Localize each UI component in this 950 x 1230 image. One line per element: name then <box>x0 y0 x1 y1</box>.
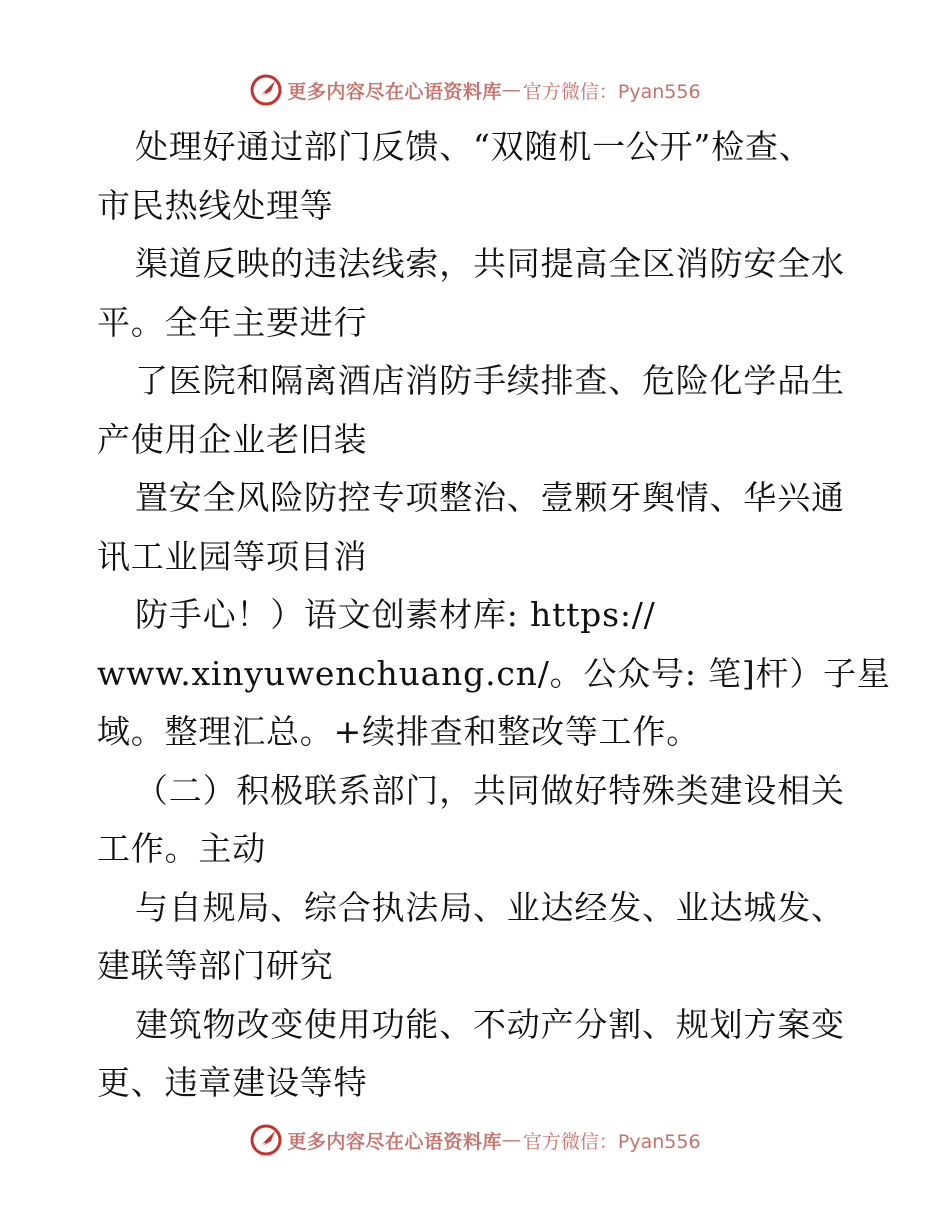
text-line: 市民热线处理等 <box>97 185 334 225</box>
text-line: 渠道反映的违法线索，共同提高全区消防安全水 <box>135 244 845 283</box>
text-line: 防手心！）语文创素材库: https:// <box>135 595 656 634</box>
text-line: 产使用企业老旧装 <box>97 419 368 459</box>
footer-banner <box>0 1118 950 1162</box>
text-line: （二）积极联系部门，共同做好特殊类建设相关 <box>135 770 845 810</box>
header-banner <box>0 68 950 112</box>
text-line: 置安全风险防控专项整治、壹颗牙舆情、华兴通 <box>135 478 845 517</box>
banner-dash: — <box>501 79 521 101</box>
text-line: 建联等部门研究 <box>97 946 334 985</box>
text-line: 更、违章建设等特 <box>97 1063 368 1102</box>
text-line: 域。整理汇总。+续排查和整改等工作。 <box>97 712 701 751</box>
document-body <box>97 118 891 1113</box>
quill-pen-logo-icon <box>249 1123 283 1157</box>
banner-dash: — <box>501 1129 521 1151</box>
banner-wechat-text: 官方微信：Pyan556 <box>522 1130 701 1153</box>
text-line: 建筑物改变使用功能、不动产分割、规划方案变 <box>135 1004 845 1044</box>
text-line: 与自规局、综合执法局、业达经发、业达城发、 <box>135 887 845 927</box>
text-line: 讯工业园等项目消 <box>97 536 368 576</box>
text-line: www.xinyuwenchuang.cn/。公众号: 笔]杆）子星 <box>97 653 891 693</box>
banner-site-text: 更多内容尽在心语资料库 <box>287 80 502 103</box>
banner-wechat-text: 官方微信：Pyan556 <box>522 80 701 103</box>
text-line: 工作。主动 <box>97 829 266 868</box>
quill-pen-logo-icon <box>249 73 283 107</box>
banner-site-text: 更多内容尽在心语资料库 <box>287 1130 502 1153</box>
text-line: 处理好通过部门反馈、“双随机一公开”检查、 <box>135 127 813 166</box>
text-line: 平。全年主要进行 <box>97 302 368 342</box>
text-line: 了医院和隔离酒店消防手续排查、危险化学品生 <box>135 361 845 400</box>
